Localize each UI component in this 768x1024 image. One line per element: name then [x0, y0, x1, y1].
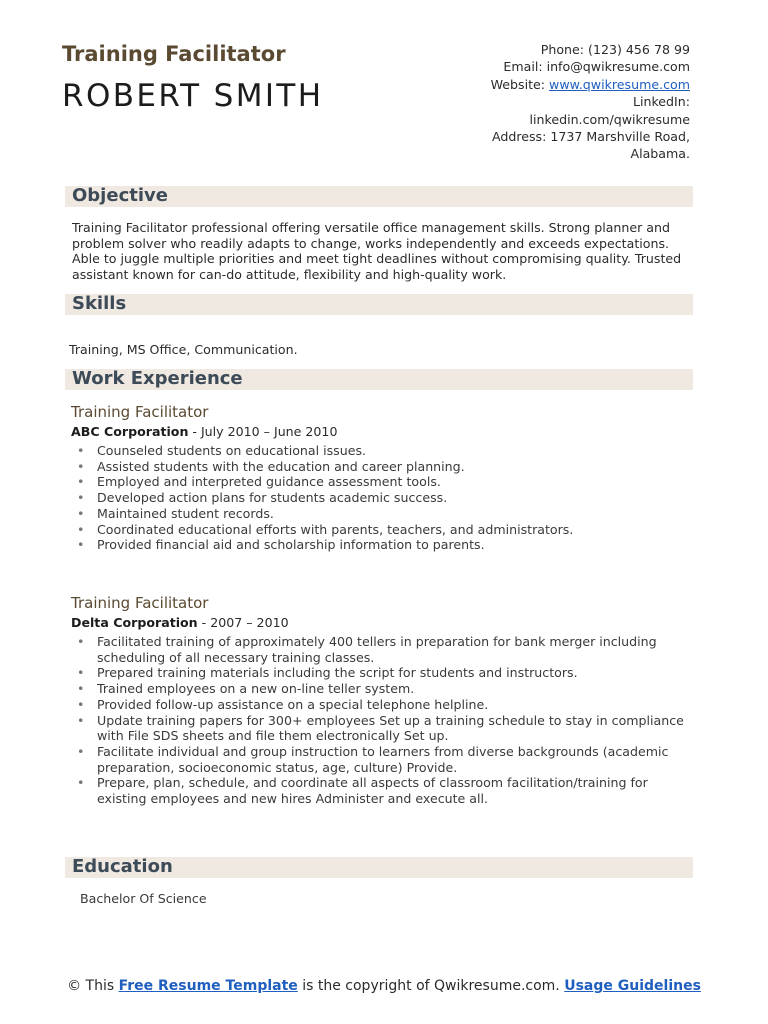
list-item — [71, 506, 691, 522]
footer-middle: is the copyright of Qwikresume.com. — [297, 978, 565, 994]
bullet-icon: • — [77, 743, 85, 759]
bullet-icon: • — [77, 681, 85, 697]
bullet-icon: • — [77, 490, 85, 506]
education-degree: Bachelor Of Science — [80, 891, 207, 906]
bullet-text: Developed action plans for students academic success. — [97, 490, 448, 506]
bullet-text: Prepared training materials including the script for students and instructors. — [97, 665, 578, 681]
experience-company-line — [71, 424, 691, 440]
contact-linkedin-value: linkedin.com/qwikresume — [529, 111, 690, 127]
contact-phone: Phone: (123) 456 78 99 — [540, 42, 690, 57]
bullet-icon: • — [77, 521, 85, 537]
contact-block — [390, 41, 690, 163]
list-item — [71, 474, 691, 490]
bullet-icon: • — [77, 634, 85, 649]
list-item — [71, 634, 691, 665]
bullet-icon: • — [77, 443, 85, 458]
work-experience-heading: Work Experience — [72, 368, 243, 389]
objective-text: Training Facilitator professional offering versatile office management skills. Strong planner and problem solver who readily adapts to change, works independently and exceeds expectations. Able to juggle multiple priorities and meet tight deadlines without compromising quality. Trusted assistant known for can-do attitude, flexibility and high-quality work. — [72, 220, 682, 282]
experience-entry — [71, 593, 691, 807]
bullet-icon: • — [77, 775, 85, 791]
list-item — [71, 522, 691, 538]
bullet-text: Facilitate individual and group instruction to learners from diverse backgrounds (academic preparation, socioeconomic status, age, culture) Provide. — [97, 743, 669, 775]
copyright-footer — [0, 978, 768, 995]
bullet-text: Assisted students with the education and career planning. — [97, 458, 465, 474]
list-item — [71, 537, 691, 553]
bullet-text: Provided financial aid and scholarship information to parents. — [97, 537, 485, 553]
list-item — [71, 459, 691, 475]
bullet-icon: • — [77, 537, 85, 553]
website-label: Website: — [490, 76, 550, 92]
experience-company: ABC Corporation — [71, 424, 189, 439]
list-item — [71, 681, 691, 697]
education-heading: Education — [72, 856, 173, 877]
bullet-icon: • — [77, 696, 85, 712]
education-section-bar — [65, 857, 693, 878]
bullet-text: Update training papers for 300+ employees Set up a training schedule to stay in compliance with File SDS sheets and file them electronically Set up. — [97, 712, 684, 744]
experience-dates: - July 2010 – June 2010 — [188, 424, 338, 439]
resume-job-title: Training Facilitator — [62, 42, 286, 66]
experience-job-title: Training Facilitator — [71, 403, 209, 421]
footer-prefix: © This — [67, 978, 119, 994]
skills-section-bar — [65, 294, 693, 315]
candidate-name: ROBERT SMITH — [62, 78, 324, 114]
contact-website — [390, 76, 690, 93]
list-item — [71, 713, 691, 744]
bullet-text: Coordinated educational efforts with parents, teachers, and administrators. — [97, 521, 574, 537]
experience-bullet-list — [71, 634, 691, 807]
skills-heading: Skills — [72, 293, 127, 314]
bullet-text: Facilitated training of approximately 400 tellers in preparation for bank merger including scheduling of all necessary training classes. — [97, 634, 657, 665]
work-section-bar — [65, 369, 693, 390]
list-item — [71, 665, 691, 681]
bullet-text: Trained employees on a new on-line teller system. — [97, 681, 415, 697]
list-item — [71, 775, 691, 806]
bullet-icon: • — [77, 505, 85, 521]
experience-company: Delta Corporation — [71, 615, 198, 630]
bullet-icon: • — [77, 474, 85, 490]
list-item — [71, 443, 691, 459]
experience-bullet-list — [71, 443, 691, 553]
list-item — [71, 697, 691, 713]
experience-entry — [71, 402, 691, 553]
objective-section-bar — [65, 186, 693, 207]
skills-text: Training, MS Office, Communication. — [69, 342, 298, 357]
bullet-icon: • — [77, 712, 85, 728]
bullet-icon: • — [77, 665, 85, 681]
list-item — [71, 744, 691, 775]
experience-job-title: Training Facilitator — [71, 594, 209, 612]
bullet-icon: • — [77, 458, 85, 474]
objective-heading: Objective — [72, 185, 168, 206]
experience-dates: - 2007 – 2010 — [197, 615, 289, 630]
bullet-text: Provided follow-up assistance on a special telephone helpline. — [97, 696, 489, 712]
bullet-text: Prepare, plan, schedule, and coordinate all aspects of classroom facilitation/training for existing employees and new hires Administer and execute all. — [97, 775, 648, 807]
list-item — [71, 490, 691, 506]
website-link[interactable]: www.qwikresume.com — [549, 76, 690, 92]
bullet-text: Counseled students on educational issues. — [97, 443, 367, 458]
free-resume-template-link[interactable]: Free Resume Template — [118, 978, 298, 994]
contact-address-line1: Address: 1737 Marshville Road, — [491, 129, 690, 145]
contact-email: Email: info@qwikresume.com — [503, 59, 690, 75]
bullet-text: Maintained student records. — [97, 505, 274, 521]
contact-linkedin-label: LinkedIn: — [632, 94, 690, 110]
experience-company-line — [71, 615, 691, 631]
usage-guidelines-link[interactable]: Usage Guidelines — [564, 978, 701, 994]
contact-address-line2: Alabama. — [630, 146, 690, 162]
bullet-text: Employed and interpreted guidance assessment tools. — [97, 474, 441, 490]
